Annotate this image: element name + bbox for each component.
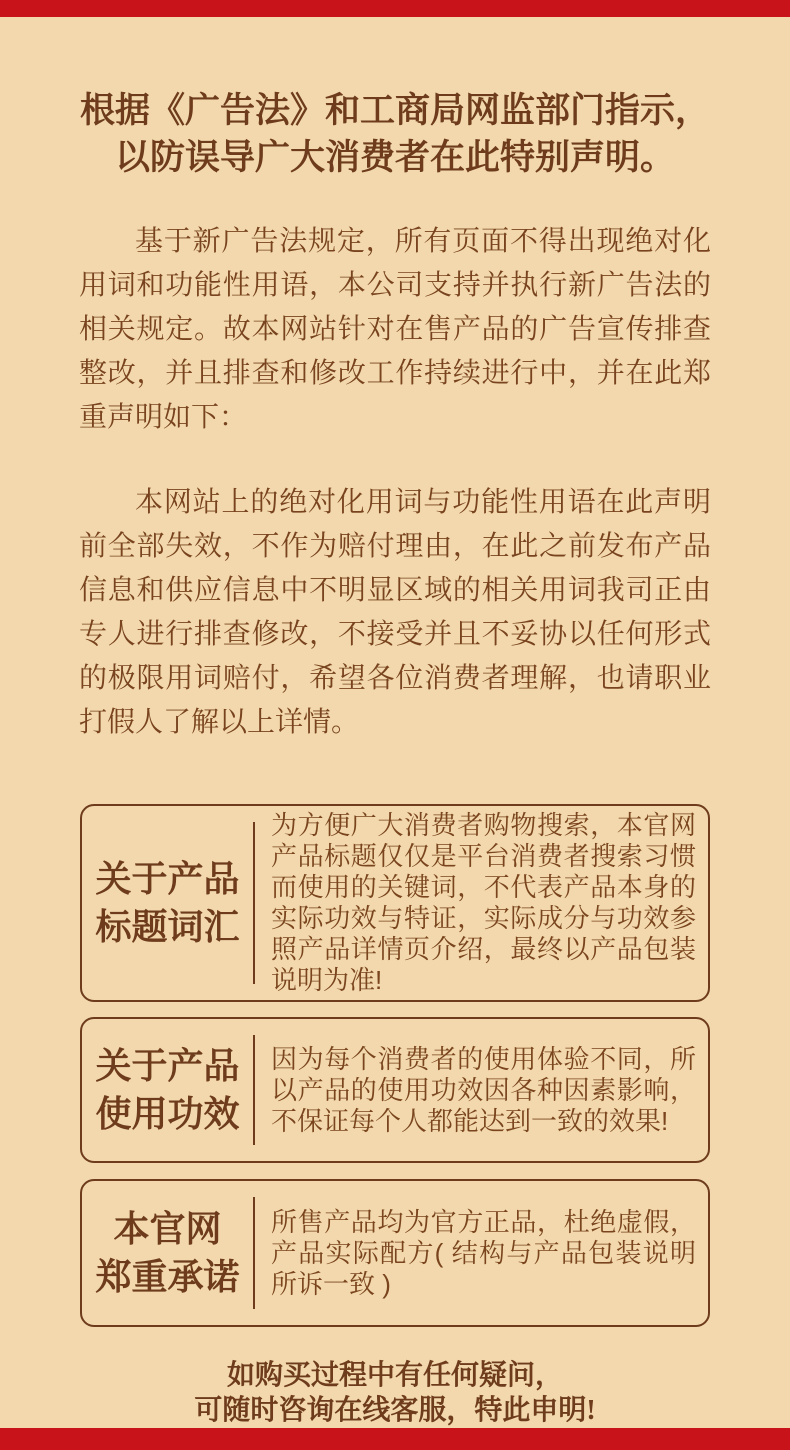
- footer-note-line1: 如购买过程中有任何疑问，: [226, 1360, 563, 1391]
- page-title-line1: 根据《广告法》和工商局网监部门指示，: [79, 91, 710, 130]
- notice-box-body-wrap: [255, 806, 708, 1000]
- notice-box-heading-line1: 关于产品: [95, 1046, 240, 1086]
- notice-box-body: 所售产品均为官方正品，杜绝虚假，产品实际配方( 结构与产品包装说明所诉一致 ): [271, 1206, 696, 1299]
- notice-box-heading-line2: 使用功效: [95, 1094, 240, 1134]
- footer-note-line2: 可随时咨询在线客服，特此申明!: [194, 1395, 596, 1426]
- notice-box-body: 因为每个消费者的使用体验不同，所以产品的使用功效因各种因素影响，不保证每个人都能达到一致的效果!: [271, 1043, 696, 1136]
- notice-box-heading: [82, 806, 253, 1000]
- notice-box-list: [80, 804, 710, 1327]
- notice-box-heading-line1: 关于产品: [95, 859, 240, 899]
- notice-box-body-wrap: [255, 1019, 708, 1161]
- notice-box-product-title: [80, 804, 710, 1002]
- notice-box-body-wrap: [255, 1181, 708, 1325]
- notice-box-product-efficacy: [80, 1017, 710, 1163]
- notice-box-heading-line2: 标题词汇: [95, 907, 240, 947]
- notice-box-heading-line2: 郑重承诺: [95, 1257, 240, 1297]
- page-title-line2: 以防误导广大消费者在此特别声明。: [114, 138, 675, 177]
- page-title: [36, 87, 754, 181]
- intro-paragraph-2: 本网站上的绝对化用词与功能性用语在此声明前全部失效，不作为赔付理由，在此之前发布产品信息和供应信息中不明显区域的相关用词我司正由专人进行排查修改，不接受并且不妥协以任何形式的极限用词赔付，希望各位消费者理解，也请职业打假人了解以上详情。: [79, 487, 711, 738]
- notice-box-heading-line1: 本官网: [113, 1209, 222, 1249]
- top-red-bar: [0, 0, 790, 17]
- notice-box-body: 为方便广大消费者购物搜索，本官网产品标题仅仅是平台消费者搜索习惯而使用的关键词，不代表产品本身的实际功效与特证，实际成分与功效参照产品详情页介绍，最终以产品包装说明为准!: [271, 810, 696, 995]
- intro-paragraph-1: 基于新广告法规定，所有页面不得出现绝对化用词和功能性用语，本公司支持并执行新广告法的相关规定。故本网站针对在售产品的广告宣传排查整改，并且排查和修改工作持续进行中，并在此郑重声明如下：: [79, 226, 711, 433]
- notice-box-heading: [82, 1181, 253, 1325]
- notice-box-official-promise: [80, 1179, 710, 1327]
- notice-box-heading: [82, 1019, 253, 1161]
- bottom-red-bar: [0, 1428, 790, 1450]
- footer-note: [0, 1358, 790, 1428]
